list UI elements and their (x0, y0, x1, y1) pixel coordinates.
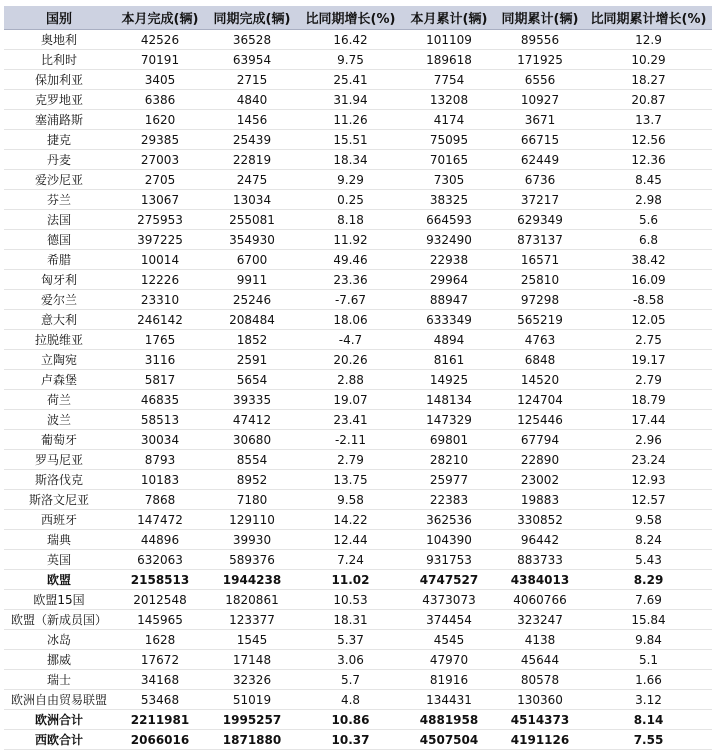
value-cell: 145965 (114, 610, 206, 630)
value-cell: 2591 (206, 350, 298, 370)
value-cell: 44896 (114, 530, 206, 550)
value-cell: 81916 (403, 670, 495, 690)
table-row (4, 230, 712, 250)
value-cell: 20.26 (298, 350, 403, 370)
value-cell: 23.36 (298, 270, 403, 290)
value-cell: 101109 (403, 30, 495, 50)
value-cell: 1628 (114, 630, 206, 650)
value-cell: 148134 (403, 390, 495, 410)
value-cell: 9.58 (585, 510, 712, 530)
table-row (4, 150, 712, 170)
value-cell: 5.6 (585, 210, 712, 230)
value-cell: 1456 (206, 110, 298, 130)
value-cell: 2.79 (298, 450, 403, 470)
value-cell: 19.17 (585, 350, 712, 370)
value-cell: 12.57 (585, 490, 712, 510)
value-cell: 17148 (206, 650, 298, 670)
value-cell: 12.93 (585, 470, 712, 490)
value-cell: 4507504 (403, 730, 495, 750)
value-cell: 147329 (403, 410, 495, 430)
value-cell: 31.94 (298, 90, 403, 110)
value-cell: 1820861 (206, 590, 298, 610)
value-cell: 38325 (403, 190, 495, 210)
value-cell: 53468 (114, 690, 206, 710)
country-cell: 挪威 (4, 650, 114, 670)
value-cell: 14.22 (298, 510, 403, 530)
value-cell: 51019 (206, 690, 298, 710)
value-cell: 89556 (495, 30, 585, 50)
table-container (4, 6, 712, 750)
header-cell: 比同期增长(%) (298, 6, 403, 30)
table-row (4, 430, 712, 450)
country-cell: 瑞士 (4, 670, 114, 690)
value-cell: 46835 (114, 390, 206, 410)
value-cell: 1995257 (206, 710, 298, 730)
value-cell: 7305 (403, 170, 495, 190)
value-cell: 8554 (206, 450, 298, 470)
value-cell: 18.79 (585, 390, 712, 410)
value-cell: 22819 (206, 150, 298, 170)
value-cell: 246142 (114, 310, 206, 330)
value-cell: 4174 (403, 110, 495, 130)
value-cell: 2.98 (585, 190, 712, 210)
value-cell: 29385 (114, 130, 206, 150)
value-cell: 1545 (206, 630, 298, 650)
value-cell: 8952 (206, 470, 298, 490)
country-cell: 波兰 (4, 410, 114, 430)
value-cell: 23310 (114, 290, 206, 310)
value-cell: 255081 (206, 210, 298, 230)
value-cell: 883733 (495, 550, 585, 570)
header-cell: 比同期累计增长(%) (585, 6, 712, 30)
country-cell: 斯洛文尼亚 (4, 490, 114, 510)
value-cell: 931753 (403, 550, 495, 570)
value-cell: 5.1 (585, 650, 712, 670)
value-cell: -4.7 (298, 330, 403, 350)
value-cell: 34168 (114, 670, 206, 690)
value-cell: 22890 (495, 450, 585, 470)
value-cell: 4545 (403, 630, 495, 650)
value-cell: 8.18 (298, 210, 403, 230)
value-cell: 6700 (206, 250, 298, 270)
country-cell: 冰岛 (4, 630, 114, 650)
value-cell: 23.41 (298, 410, 403, 430)
table-row (4, 670, 712, 690)
value-cell: 134431 (403, 690, 495, 710)
country-cell: 希腊 (4, 250, 114, 270)
value-cell: 10.37 (298, 730, 403, 750)
country-cell: 荷兰 (4, 390, 114, 410)
value-cell: 13067 (114, 190, 206, 210)
value-cell: 6736 (495, 170, 585, 190)
value-cell: 47970 (403, 650, 495, 670)
value-cell: 4060766 (495, 590, 585, 610)
value-cell: 18.27 (585, 70, 712, 90)
value-cell: 20.87 (585, 90, 712, 110)
value-cell: 17672 (114, 650, 206, 670)
value-cell: 14520 (495, 370, 585, 390)
value-cell: 147472 (114, 510, 206, 530)
value-cell: 10927 (495, 90, 585, 110)
value-cell: 4881958 (403, 710, 495, 730)
value-cell: 63954 (206, 50, 298, 70)
value-cell: 13208 (403, 90, 495, 110)
value-cell: 8161 (403, 350, 495, 370)
value-cell: 11.92 (298, 230, 403, 250)
country-cell: 意大利 (4, 310, 114, 330)
value-cell: 88947 (403, 290, 495, 310)
value-cell: 4840 (206, 90, 298, 110)
value-cell: 629349 (495, 210, 585, 230)
table-row (4, 310, 712, 330)
value-cell: 69801 (403, 430, 495, 450)
value-cell: 130360 (495, 690, 585, 710)
value-cell: 189618 (403, 50, 495, 70)
value-cell: 9.84 (585, 630, 712, 650)
value-cell: 67794 (495, 430, 585, 450)
value-cell: 104390 (403, 530, 495, 550)
value-cell: 2705 (114, 170, 206, 190)
value-cell: 2158513 (114, 570, 206, 590)
value-cell: 633349 (403, 310, 495, 330)
value-cell: 125446 (495, 410, 585, 430)
table-row (4, 450, 712, 470)
value-cell: 7.24 (298, 550, 403, 570)
value-cell: 49.46 (298, 250, 403, 270)
value-cell: 6556 (495, 70, 585, 90)
country-cell: 瑞典 (4, 530, 114, 550)
value-cell: 4894 (403, 330, 495, 350)
value-cell: 323247 (495, 610, 585, 630)
value-cell: 10014 (114, 250, 206, 270)
value-cell: 8.45 (585, 170, 712, 190)
value-cell: 932490 (403, 230, 495, 250)
value-cell: 1620 (114, 110, 206, 130)
country-cell: 欧盟15国 (4, 590, 114, 610)
value-cell: 664593 (403, 210, 495, 230)
value-cell: 22383 (403, 490, 495, 510)
value-cell: 4191126 (495, 730, 585, 750)
value-cell: 12.05 (585, 310, 712, 330)
table-row (4, 290, 712, 310)
value-cell: 12.44 (298, 530, 403, 550)
value-cell: 2.88 (298, 370, 403, 390)
value-cell: 4747527 (403, 570, 495, 590)
value-cell: 15.51 (298, 130, 403, 150)
value-cell: 8793 (114, 450, 206, 470)
value-cell: 2475 (206, 170, 298, 190)
value-cell: 2715 (206, 70, 298, 90)
table-row (4, 30, 712, 50)
value-cell: 29964 (403, 270, 495, 290)
value-cell: 18.06 (298, 310, 403, 330)
country-cell: 塞浦路斯 (4, 110, 114, 130)
value-cell: 1852 (206, 330, 298, 350)
value-cell: 5817 (114, 370, 206, 390)
value-cell: 124704 (495, 390, 585, 410)
table-row (4, 210, 712, 230)
table-row (4, 370, 712, 390)
value-cell: 23.24 (585, 450, 712, 470)
value-cell: 7868 (114, 490, 206, 510)
header-cell: 本月完成(辆) (114, 6, 206, 30)
value-cell: 80578 (495, 670, 585, 690)
value-cell: 4373073 (403, 590, 495, 610)
country-cell: 欧洲自由贸易联盟 (4, 690, 114, 710)
table-row (4, 330, 712, 350)
table-row (4, 630, 712, 650)
value-cell: 10.29 (585, 50, 712, 70)
country-cell: 德国 (4, 230, 114, 250)
value-cell: 13.7 (585, 110, 712, 130)
value-cell: 2.79 (585, 370, 712, 390)
value-cell: 30034 (114, 430, 206, 450)
value-cell: 66715 (495, 130, 585, 150)
table-row (4, 110, 712, 130)
header-cell: 同期完成(辆) (206, 6, 298, 30)
value-cell: 275953 (114, 210, 206, 230)
table-row (4, 470, 712, 490)
header-cell: 本月累计(辆) (403, 6, 495, 30)
value-cell: 354930 (206, 230, 298, 250)
value-cell: 4763 (495, 330, 585, 350)
country-cell: 西班牙 (4, 510, 114, 530)
value-cell: 25810 (495, 270, 585, 290)
value-cell: 565219 (495, 310, 585, 330)
country-cell: 立陶宛 (4, 350, 114, 370)
value-cell: 16571 (495, 250, 585, 270)
value-cell: 7.69 (585, 590, 712, 610)
value-cell: 45644 (495, 650, 585, 670)
value-cell: 12.36 (585, 150, 712, 170)
value-cell: 7.55 (585, 730, 712, 750)
value-cell: 18.34 (298, 150, 403, 170)
value-cell: 13.75 (298, 470, 403, 490)
value-cell: 19883 (495, 490, 585, 510)
value-cell: 1871880 (206, 730, 298, 750)
value-cell: 27003 (114, 150, 206, 170)
value-cell: 16.09 (585, 270, 712, 290)
value-cell: 13034 (206, 190, 298, 210)
value-cell: 42526 (114, 30, 206, 50)
table-row (4, 410, 712, 430)
value-cell: 1.66 (585, 670, 712, 690)
value-cell: 25.41 (298, 70, 403, 90)
value-cell: 3.12 (585, 690, 712, 710)
country-cell: 欧洲合计 (4, 710, 114, 730)
country-cell: 保加利亚 (4, 70, 114, 90)
value-cell: 2.96 (585, 430, 712, 450)
value-cell: 10183 (114, 470, 206, 490)
country-cell: 卢森堡 (4, 370, 114, 390)
value-cell: 3405 (114, 70, 206, 90)
value-cell: 4.8 (298, 690, 403, 710)
country-cell: 芬兰 (4, 190, 114, 210)
country-cell: 斯洛伐克 (4, 470, 114, 490)
country-cell: 葡萄牙 (4, 430, 114, 450)
value-cell: 4384013 (495, 570, 585, 590)
value-cell: 9911 (206, 270, 298, 290)
value-cell: 4138 (495, 630, 585, 650)
value-cell: 70191 (114, 50, 206, 70)
value-cell: 7754 (403, 70, 495, 90)
header-cell: 同期累计(辆) (495, 6, 585, 30)
value-cell: 2012548 (114, 590, 206, 610)
country-cell: 欧盟 (4, 570, 114, 590)
table-row (4, 270, 712, 290)
value-cell: 19.07 (298, 390, 403, 410)
value-cell: 97298 (495, 290, 585, 310)
table-row (4, 690, 712, 710)
table-row (4, 650, 712, 670)
value-cell: 2211981 (114, 710, 206, 730)
value-cell: 397225 (114, 230, 206, 250)
header-row (4, 6, 712, 30)
country-cell: 英国 (4, 550, 114, 570)
value-cell: 36528 (206, 30, 298, 50)
value-cell: 208484 (206, 310, 298, 330)
value-cell: 8.29 (585, 570, 712, 590)
value-cell: 6.8 (585, 230, 712, 250)
value-cell: 28210 (403, 450, 495, 470)
value-cell: 11.26 (298, 110, 403, 130)
country-cell: 比利时 (4, 50, 114, 70)
header-cell: 国别 (4, 6, 114, 30)
value-cell: 75095 (403, 130, 495, 150)
value-cell: 3116 (114, 350, 206, 370)
table-row (4, 730, 712, 750)
value-cell: 11.02 (298, 570, 403, 590)
country-cell: 爱尔兰 (4, 290, 114, 310)
value-cell: 25439 (206, 130, 298, 150)
value-cell: 9.29 (298, 170, 403, 190)
table-row (4, 490, 712, 510)
value-cell: 23002 (495, 470, 585, 490)
table-row (4, 590, 712, 610)
value-cell: 5.43 (585, 550, 712, 570)
value-cell: 1944238 (206, 570, 298, 590)
value-cell: 8.14 (585, 710, 712, 730)
country-cell: 罗马尼亚 (4, 450, 114, 470)
value-cell: 5654 (206, 370, 298, 390)
value-cell: 96442 (495, 530, 585, 550)
registration-table (4, 6, 712, 750)
value-cell: 39930 (206, 530, 298, 550)
value-cell: 38.42 (585, 250, 712, 270)
country-cell: 欧盟（新成员国） (4, 610, 114, 630)
value-cell: 10.53 (298, 590, 403, 610)
value-cell: 2.75 (585, 330, 712, 350)
value-cell: 9.58 (298, 490, 403, 510)
value-cell: 17.44 (585, 410, 712, 430)
value-cell: -2.11 (298, 430, 403, 450)
value-cell: 12.9 (585, 30, 712, 50)
value-cell: 62449 (495, 150, 585, 170)
value-cell: 5.7 (298, 670, 403, 690)
table-body (4, 30, 712, 750)
table-row (4, 610, 712, 630)
table-row (4, 510, 712, 530)
value-cell: 9.75 (298, 50, 403, 70)
value-cell: 632063 (114, 550, 206, 570)
table-row (4, 90, 712, 110)
value-cell: 37217 (495, 190, 585, 210)
value-cell: 6386 (114, 90, 206, 110)
value-cell: 129110 (206, 510, 298, 530)
value-cell: 362536 (403, 510, 495, 530)
value-cell: 6848 (495, 350, 585, 370)
value-cell: 12226 (114, 270, 206, 290)
country-cell: 丹麦 (4, 150, 114, 170)
country-cell: 奥地利 (4, 30, 114, 50)
value-cell: 70165 (403, 150, 495, 170)
table-row (4, 530, 712, 550)
value-cell: 32326 (206, 670, 298, 690)
value-cell: 4514373 (495, 710, 585, 730)
value-cell: 30680 (206, 430, 298, 450)
value-cell: 330852 (495, 510, 585, 530)
value-cell: 10.86 (298, 710, 403, 730)
value-cell: 12.56 (585, 130, 712, 150)
country-cell: 拉脱维亚 (4, 330, 114, 350)
value-cell: -7.67 (298, 290, 403, 310)
value-cell: 22938 (403, 250, 495, 270)
value-cell: 873137 (495, 230, 585, 250)
value-cell: 7180 (206, 490, 298, 510)
table-row (4, 70, 712, 90)
value-cell: 18.31 (298, 610, 403, 630)
country-cell: 捷克 (4, 130, 114, 150)
table-row (4, 570, 712, 590)
value-cell: 374454 (403, 610, 495, 630)
value-cell: 1765 (114, 330, 206, 350)
value-cell: 2066016 (114, 730, 206, 750)
value-cell: 123377 (206, 610, 298, 630)
value-cell: 0.25 (298, 190, 403, 210)
value-cell: 3.06 (298, 650, 403, 670)
value-cell: 47412 (206, 410, 298, 430)
value-cell: 14925 (403, 370, 495, 390)
table-row (4, 710, 712, 730)
value-cell: 15.84 (585, 610, 712, 630)
country-cell: 西欧合计 (4, 730, 114, 750)
value-cell: 8.24 (585, 530, 712, 550)
value-cell: 39335 (206, 390, 298, 410)
value-cell: 16.42 (298, 30, 403, 50)
value-cell: 5.37 (298, 630, 403, 650)
table-row (4, 170, 712, 190)
table-row (4, 550, 712, 570)
table-row (4, 250, 712, 270)
value-cell: 25246 (206, 290, 298, 310)
value-cell: 589376 (206, 550, 298, 570)
table-row (4, 130, 712, 150)
table-row (4, 350, 712, 370)
table-row (4, 190, 712, 210)
table-row (4, 50, 712, 70)
country-cell: 爱沙尼亚 (4, 170, 114, 190)
value-cell: -8.58 (585, 290, 712, 310)
value-cell: 25977 (403, 470, 495, 490)
value-cell: 3671 (495, 110, 585, 130)
table-row (4, 390, 712, 410)
country-cell: 法国 (4, 210, 114, 230)
country-cell: 匈牙利 (4, 270, 114, 290)
value-cell: 171925 (495, 50, 585, 70)
value-cell: 58513 (114, 410, 206, 430)
country-cell: 克罗地亚 (4, 90, 114, 110)
